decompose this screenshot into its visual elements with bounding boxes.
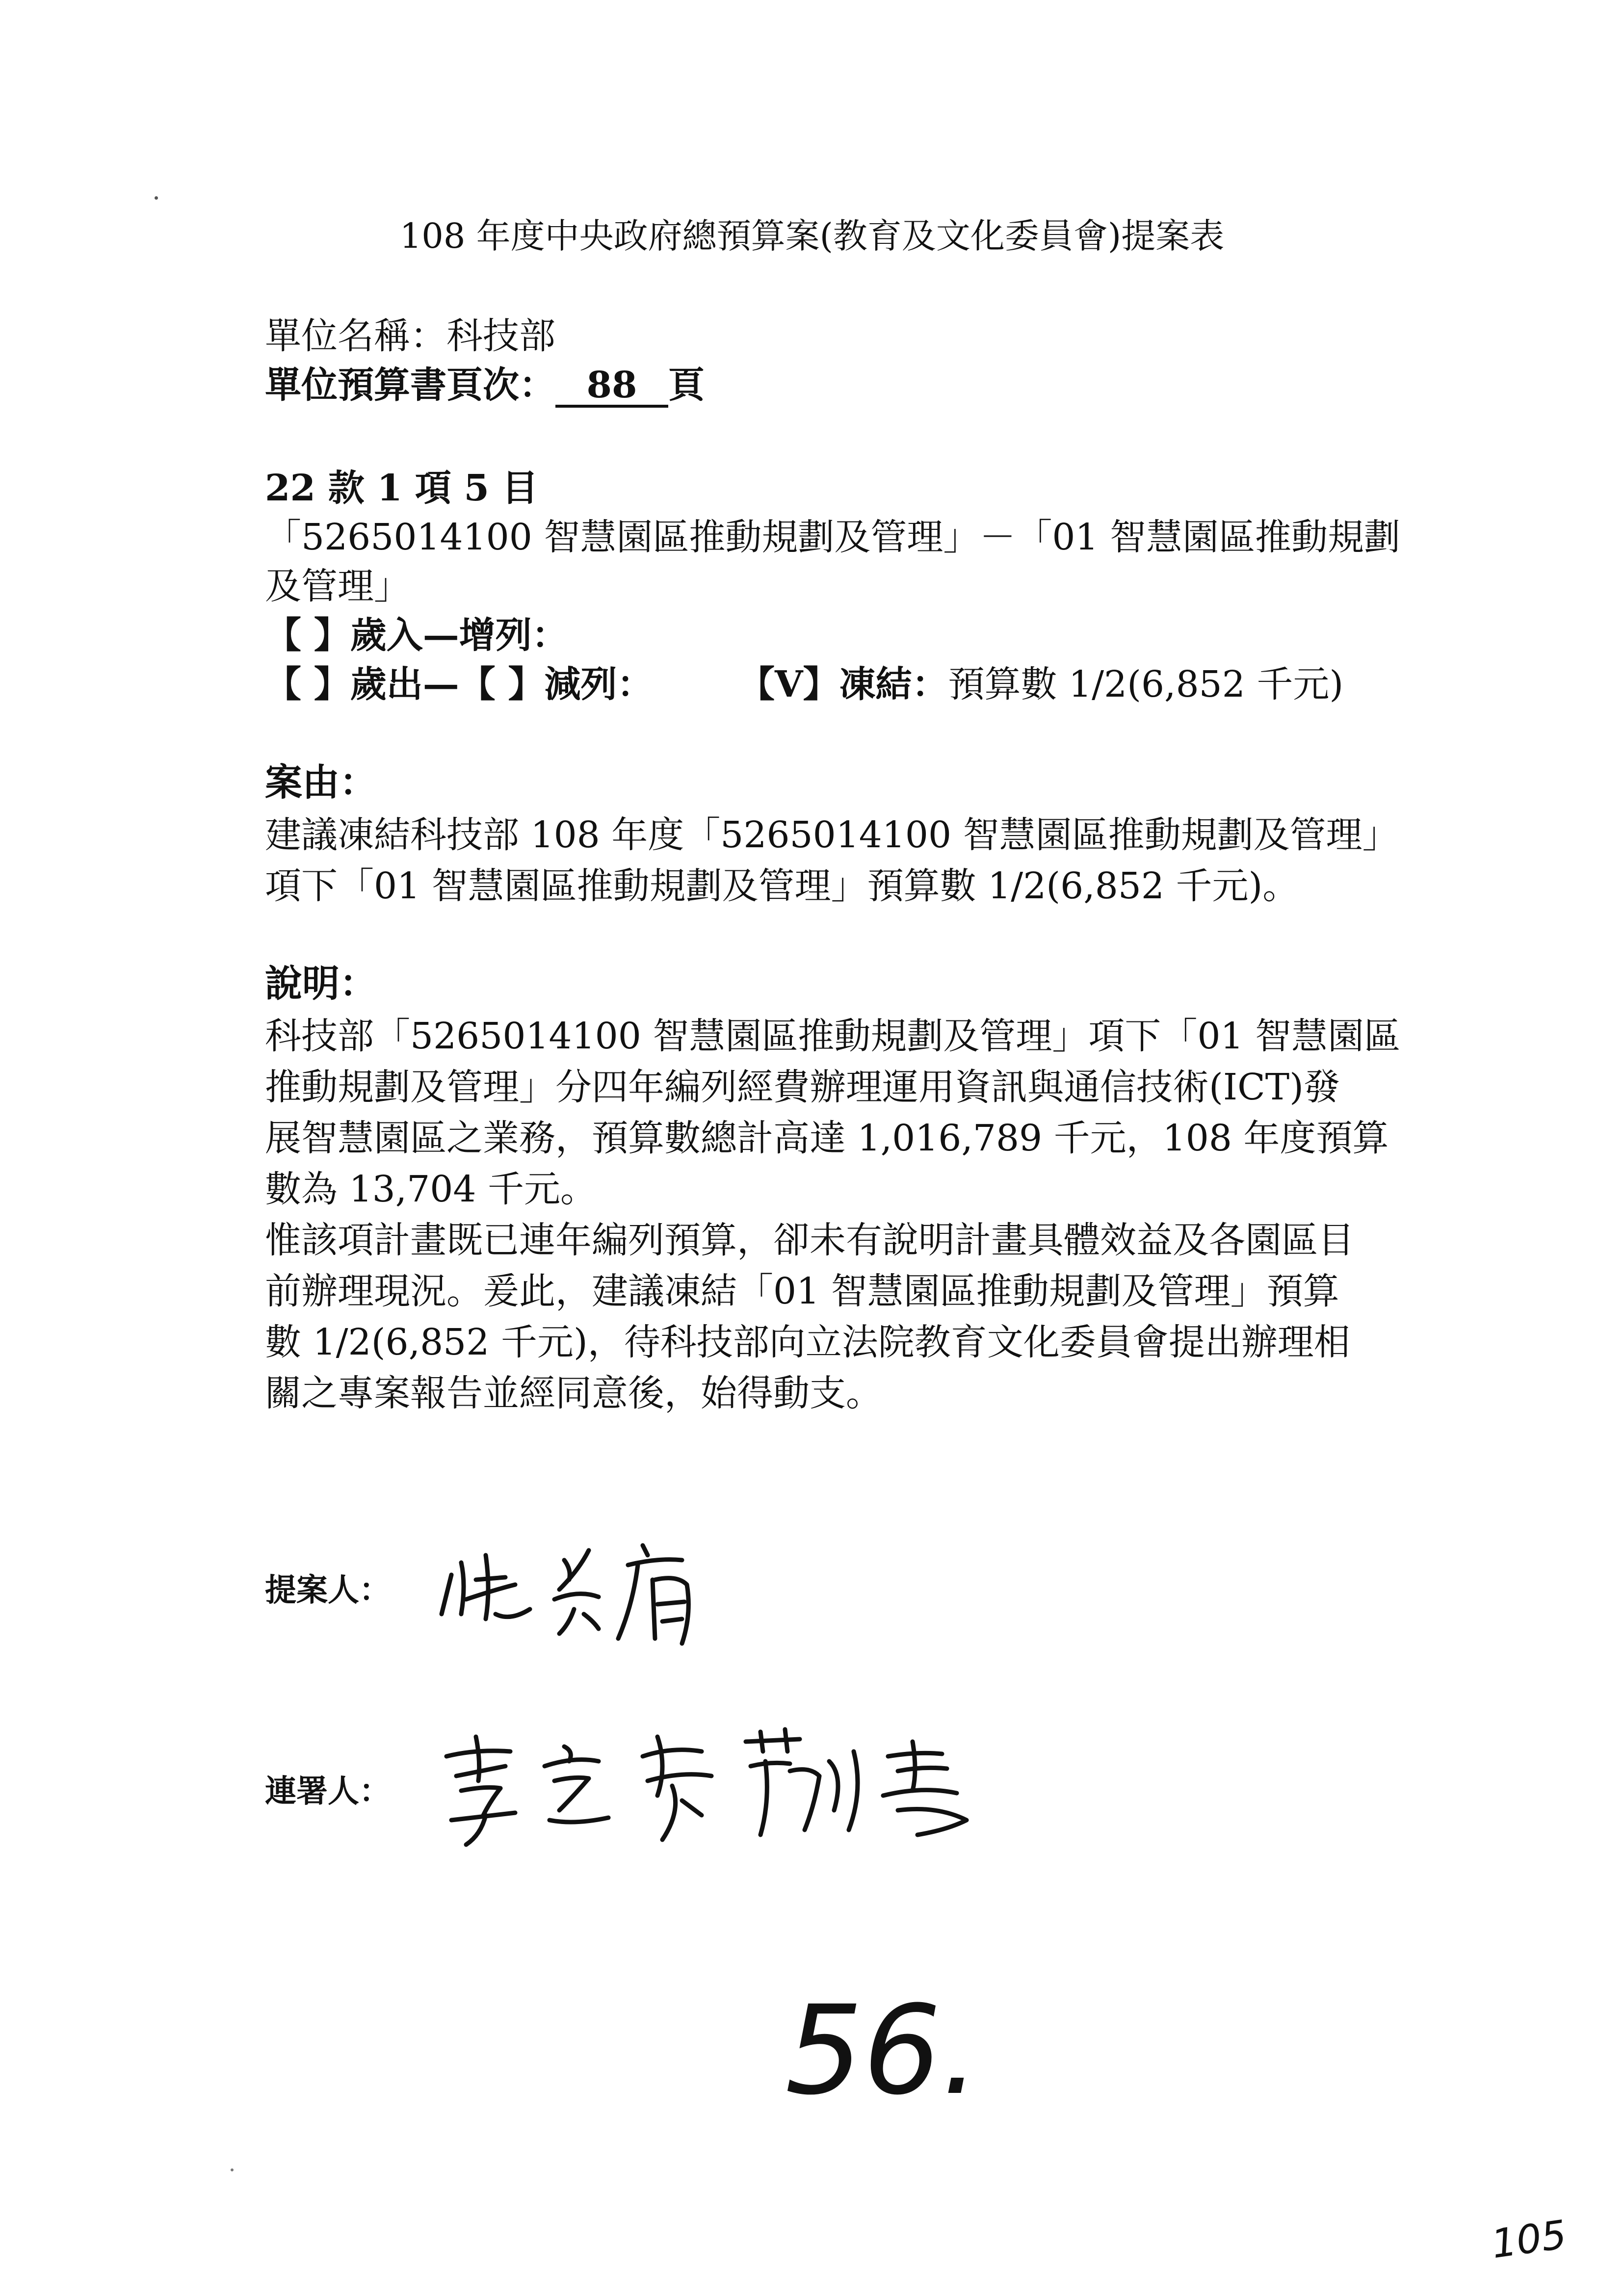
document-title: 108 年度中央政府總預算案(教育及文化委員會)提案表 [399,216,1225,256]
item-code: 22 款 1 項 5 目 [265,467,538,509]
freeze-mark: 【V】凍結： [738,663,948,705]
cosigner-signatures [427,1702,1035,1859]
proposer-label: 提案人： [265,1572,391,1609]
explain-line: 關之專案報告並經同意後，始得動支。 [265,1372,882,1414]
reason-label: 案由： [265,760,377,804]
explain-label: 說明： [265,962,377,1005]
proposal-number-handwritten [785,1979,980,2122]
explain-line: 推動規劃及管理」分四年編列經費辦理運用資訊與通信技術(ICT)發 [265,1066,1340,1108]
expense-freeze-line [265,660,1343,709]
budget-page-number: 88 [555,365,668,408]
reason-text [265,809,1403,912]
explain-line: 數 1/2(6,852 千元)，待科技部向立法院教育文化委員會提出辦理相 [265,1321,1350,1363]
scan-speck [155,196,158,200]
item-title-line-1: 「5265014100 智慧園區推動規劃及管理」－「01 智慧園區推動規劃 [265,516,1401,558]
item-title-line-2: 及管理」 [265,565,410,607]
reason-line: 項下「01 智慧園區推動規劃及管理」預算數 1/2(6,852 千元)。 [265,865,1299,907]
proposer-signature [432,1516,746,1663]
budget-page-line [265,361,705,410]
explain-line: 前辦理現況。爰此，建議凍結「01 智慧園區推動規劃及管理」預算 [265,1270,1339,1312]
reason-line: 建議凍結科技部 108 年度「5265014100 智慧園區推動規劃及管理」 [265,814,1399,856]
explain-line: 展智慧園區之業務，預算數總計高達 1,016,789 千元，108 年度預算 [265,1117,1389,1159]
proposal-number: 56. [785,1979,980,2122]
revenue-line: 【 】歲入—增列： [265,614,568,656]
explain-line: 數為 13,704 千元。 [265,1168,597,1210]
scan-speck [231,2168,234,2171]
budget-page-suffix: 頁 [668,364,705,406]
explain-line: 科技部「5265014100 智慧園區推動規劃及管理」項下「01 智慧園區 [265,1015,1401,1057]
explain-line: 惟該項計畫既已連年編列預算，卻未有說明計畫具體效益及各園區目 [265,1219,1354,1261]
page-mark: 105 [1489,2211,1570,2268]
cosigner-label: 連署人： [265,1773,391,1810]
expense-label: 【 】歲出—【 】減列： [265,663,654,705]
budget-page-label: 單位預算書頁次： [265,364,555,406]
unit-name: 單位名稱：科技部 [265,315,555,357]
page-mark-handwritten [1489,2213,1569,2267]
freeze-amount: 預算數 1/2(6,852 千元) [948,663,1344,705]
explain-text [265,1011,1403,1419]
